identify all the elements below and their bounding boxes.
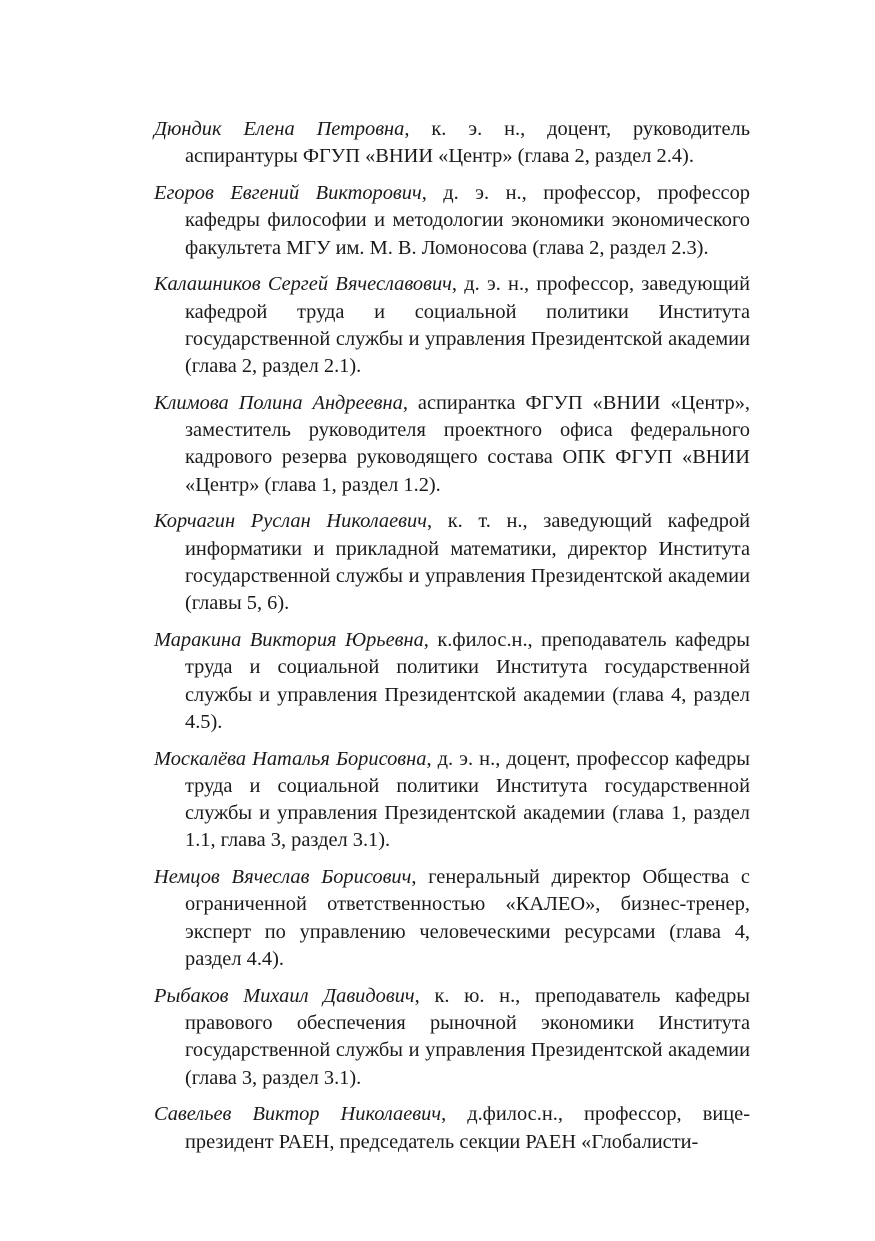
author-description: , генеральный директор Общества с ограниченной ответственностью «КАЛЕО», бизнес-тренер, эксперт по управлению человеческими ресурсами (глава 4, раздел 4.4). (185, 866, 750, 971)
author-name: Москалёва Наталья Борисовна (154, 747, 427, 770)
author-description: , к. т. н., заведующий кафедрой информатики и прикладной математики, директор Института государственной службы и управления Президентской академии (главы 5, 6). (185, 510, 751, 615)
author-name: Рыбаков Михаил Давидович (154, 984, 415, 1007)
author-description: , к.филос.н., преподаватель кафедры труда и социальной политики Института государственной службы и управления Президентской академии (глава 4, раздел 4.5). (185, 629, 750, 733)
author-entry (154, 271, 750, 380)
author-description: , к. э. н., доцент, руководитель аспирантуры ФГУП «ВНИИ «Центр» (глава 2, раздел 2.4). (185, 118, 750, 168)
author-entry (154, 390, 750, 499)
author-name: Корчагин Руслан Николаевич (154, 510, 427, 533)
author-entry (154, 746, 750, 855)
author-entry (154, 116, 750, 171)
author-description: , д. э. н., доцент, профессор кафедры труда и социальной политики Института государственной службы и управления Президентской академии (глава 1, раздел 1.1, глава 3, раздел 3.1). (185, 747, 750, 852)
author-name: Климова Полина Андреевна (154, 391, 403, 414)
author-entry (154, 180, 750, 262)
author-name: Немцов Вячеслав Борисович (154, 866, 412, 889)
author-name: Егоров Евгений Викторович (154, 181, 422, 204)
authors-list (154, 116, 750, 1165)
author-description: , д. э. н., профессор, профессор кафедры философии и методологии экономики экономического факультета МГУ им. М. В. Ломоносова (глава 2, раздел 2.3). (185, 181, 750, 259)
author-description: , д.филос.н., профессор, вице-президент РАЕН, председатель секции РАЕН «Глобалисти- (185, 1103, 750, 1153)
author-description: , аспирантка ФГУП «ВНИИ «Центр», заместитель руководителя проектного офиса федерального кадрового резерва руководящего состава ОПК ФГУП «ВНИИ «Центр» (глава 1, раздел 1.2). (185, 391, 750, 496)
author-description: , к. ю. н., преподаватель кафедры правового обеспечения рыночной экономики Института государственной службы и управления Президентской академии (глава 3, раздел 3.1). (185, 984, 750, 1089)
author-entry (154, 1101, 750, 1156)
author-entry (154, 983, 750, 1092)
author-entry (154, 508, 750, 617)
author-name: Дюндик Елена Петровна (154, 118, 405, 140)
author-description: , д. э. н., профессор, заведующий кафедрой труда и социальной политики Института государственной службы и управления Президентской академии (глава 2, раздел 2.1). (185, 273, 751, 378)
author-name: Маракина Виктория Юрьевна (154, 629, 424, 651)
author-entry (154, 627, 750, 736)
author-entry (154, 864, 750, 973)
author-name: Калашников Сергей Вячеславович (154, 273, 452, 296)
author-name: Савельев Виктор Николаевич (154, 1103, 442, 1126)
